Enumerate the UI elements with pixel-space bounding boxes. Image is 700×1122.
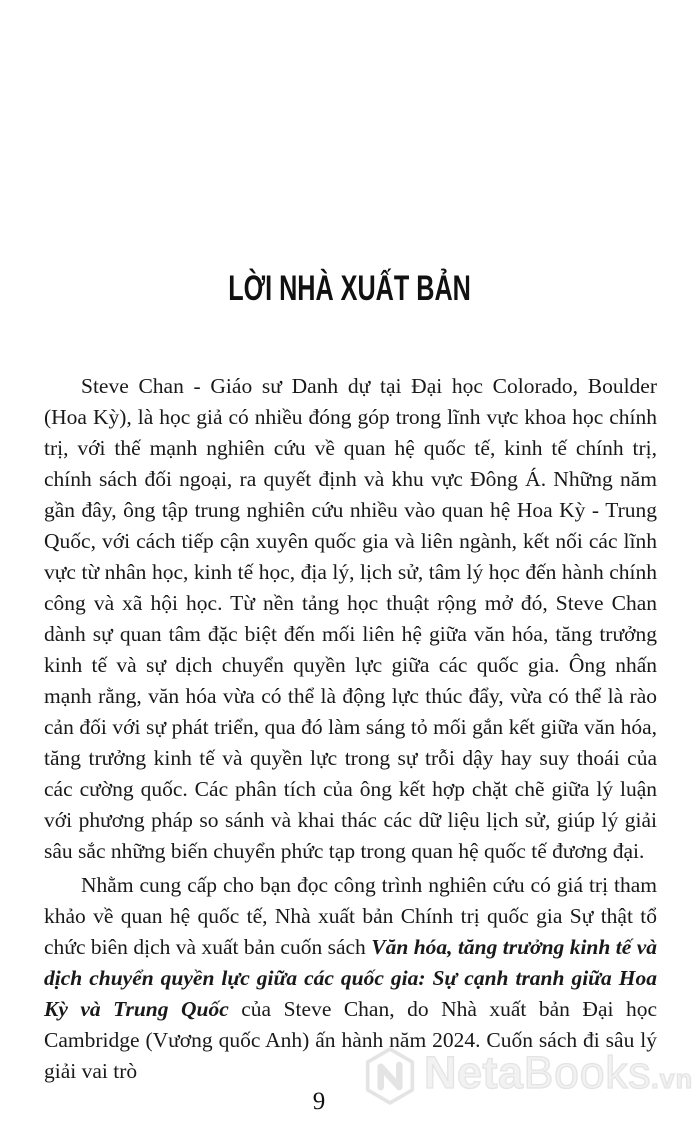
chapter-title: LỜI NHÀ XUẤT BẢN	[228, 269, 472, 308]
watermark-name-bold: Neta	[424, 1047, 524, 1098]
page-number: 9	[312, 1088, 326, 1115]
paragraph-text: của Steve Chan, do Nhà xuất bản Đại học Cambridge (Vương quốc Anh) ấn hành năm 2024. Cuốn sách đi sâu lý giải vai trò	[44, 997, 657, 1083]
watermark-name-light: Books	[523, 1047, 652, 1098]
netabooks-watermark	[364, 1046, 693, 1106]
watermark-domain: .vn	[651, 1064, 694, 1094]
book-title-emphasis: Văn hóa, tăng trưởng kinh tế và dịch chuyển quyền lực giữa các quốc gia: Sự cạnh tranh giữa Hoa Kỳ và Trung Quốc	[44, 935, 657, 1021]
paragraph-text: Steve Chan - Giáo sư Danh dự tại Đại học Colorado, Boulder (Hoa Kỳ), là học giả có nhiều đóng góp trong lĩnh vực khoa học chính trị, với thế mạnh nghiên cứu về quan hệ quốc tế, kinh tế chính trị, chính sách đối ngoại, ra quyết định và khu vực Đông Á. Những năm gần đây, ông tập trung nghiên cứu nhiều vào quan hệ Hoa Kỳ - Trung Quốc, với cách tiếp cận xuyên quốc gia và liên ngành, kết nối các lĩnh vực từ nhân học, kinh tế học, địa lý, lịch sử, tâm lý học đến hành chính công và xã hội học. Từ nền tảng học thuật rộng mở đó, Steve Chan dành sự quan tâm đặc biệt đến mối liên hệ giữa văn hóa, tăng trưởng kinh tế và sự dịch chuyển quyền lực giữa các quốc gia. Ông nhấn mạnh rằng, văn hóa vừa có thể là động lực thúc đẩy, vừa có thể là rào cản đối với sự phát triển, qua đó làm sáng tỏ mối gắn kết giữa văn hóa, tăng trưởng kinh tế và quyền lực trong sự trỗi dậy hay suy thoái của các cường quốc. Các phân tích của ông kết hợp chặt chẽ giữa lý luận với phương pháp so sánh và khai thác các dữ liệu lịch sử, giúp lý giải sâu sắc những biến chuyển phức tạp trong quan hệ quốc tế đương đại.	[44, 374, 657, 863]
watermark-text	[424, 1047, 694, 1102]
paragraph	[44, 371, 657, 867]
body-text	[44, 371, 657, 1090]
netabooks-logo-icon	[364, 1046, 416, 1106]
chapter-title-wrap	[0, 270, 700, 308]
paragraph-text: Nhằm cung cấp cho bạn đọc công trình nghiên cứu có giá trị tham khảo về quan hệ quốc tế, Nhà xuất bản Chính trị quốc gia Sự thật tổ chức biên dịch và xuất bản cuốn sách	[44, 873, 657, 959]
